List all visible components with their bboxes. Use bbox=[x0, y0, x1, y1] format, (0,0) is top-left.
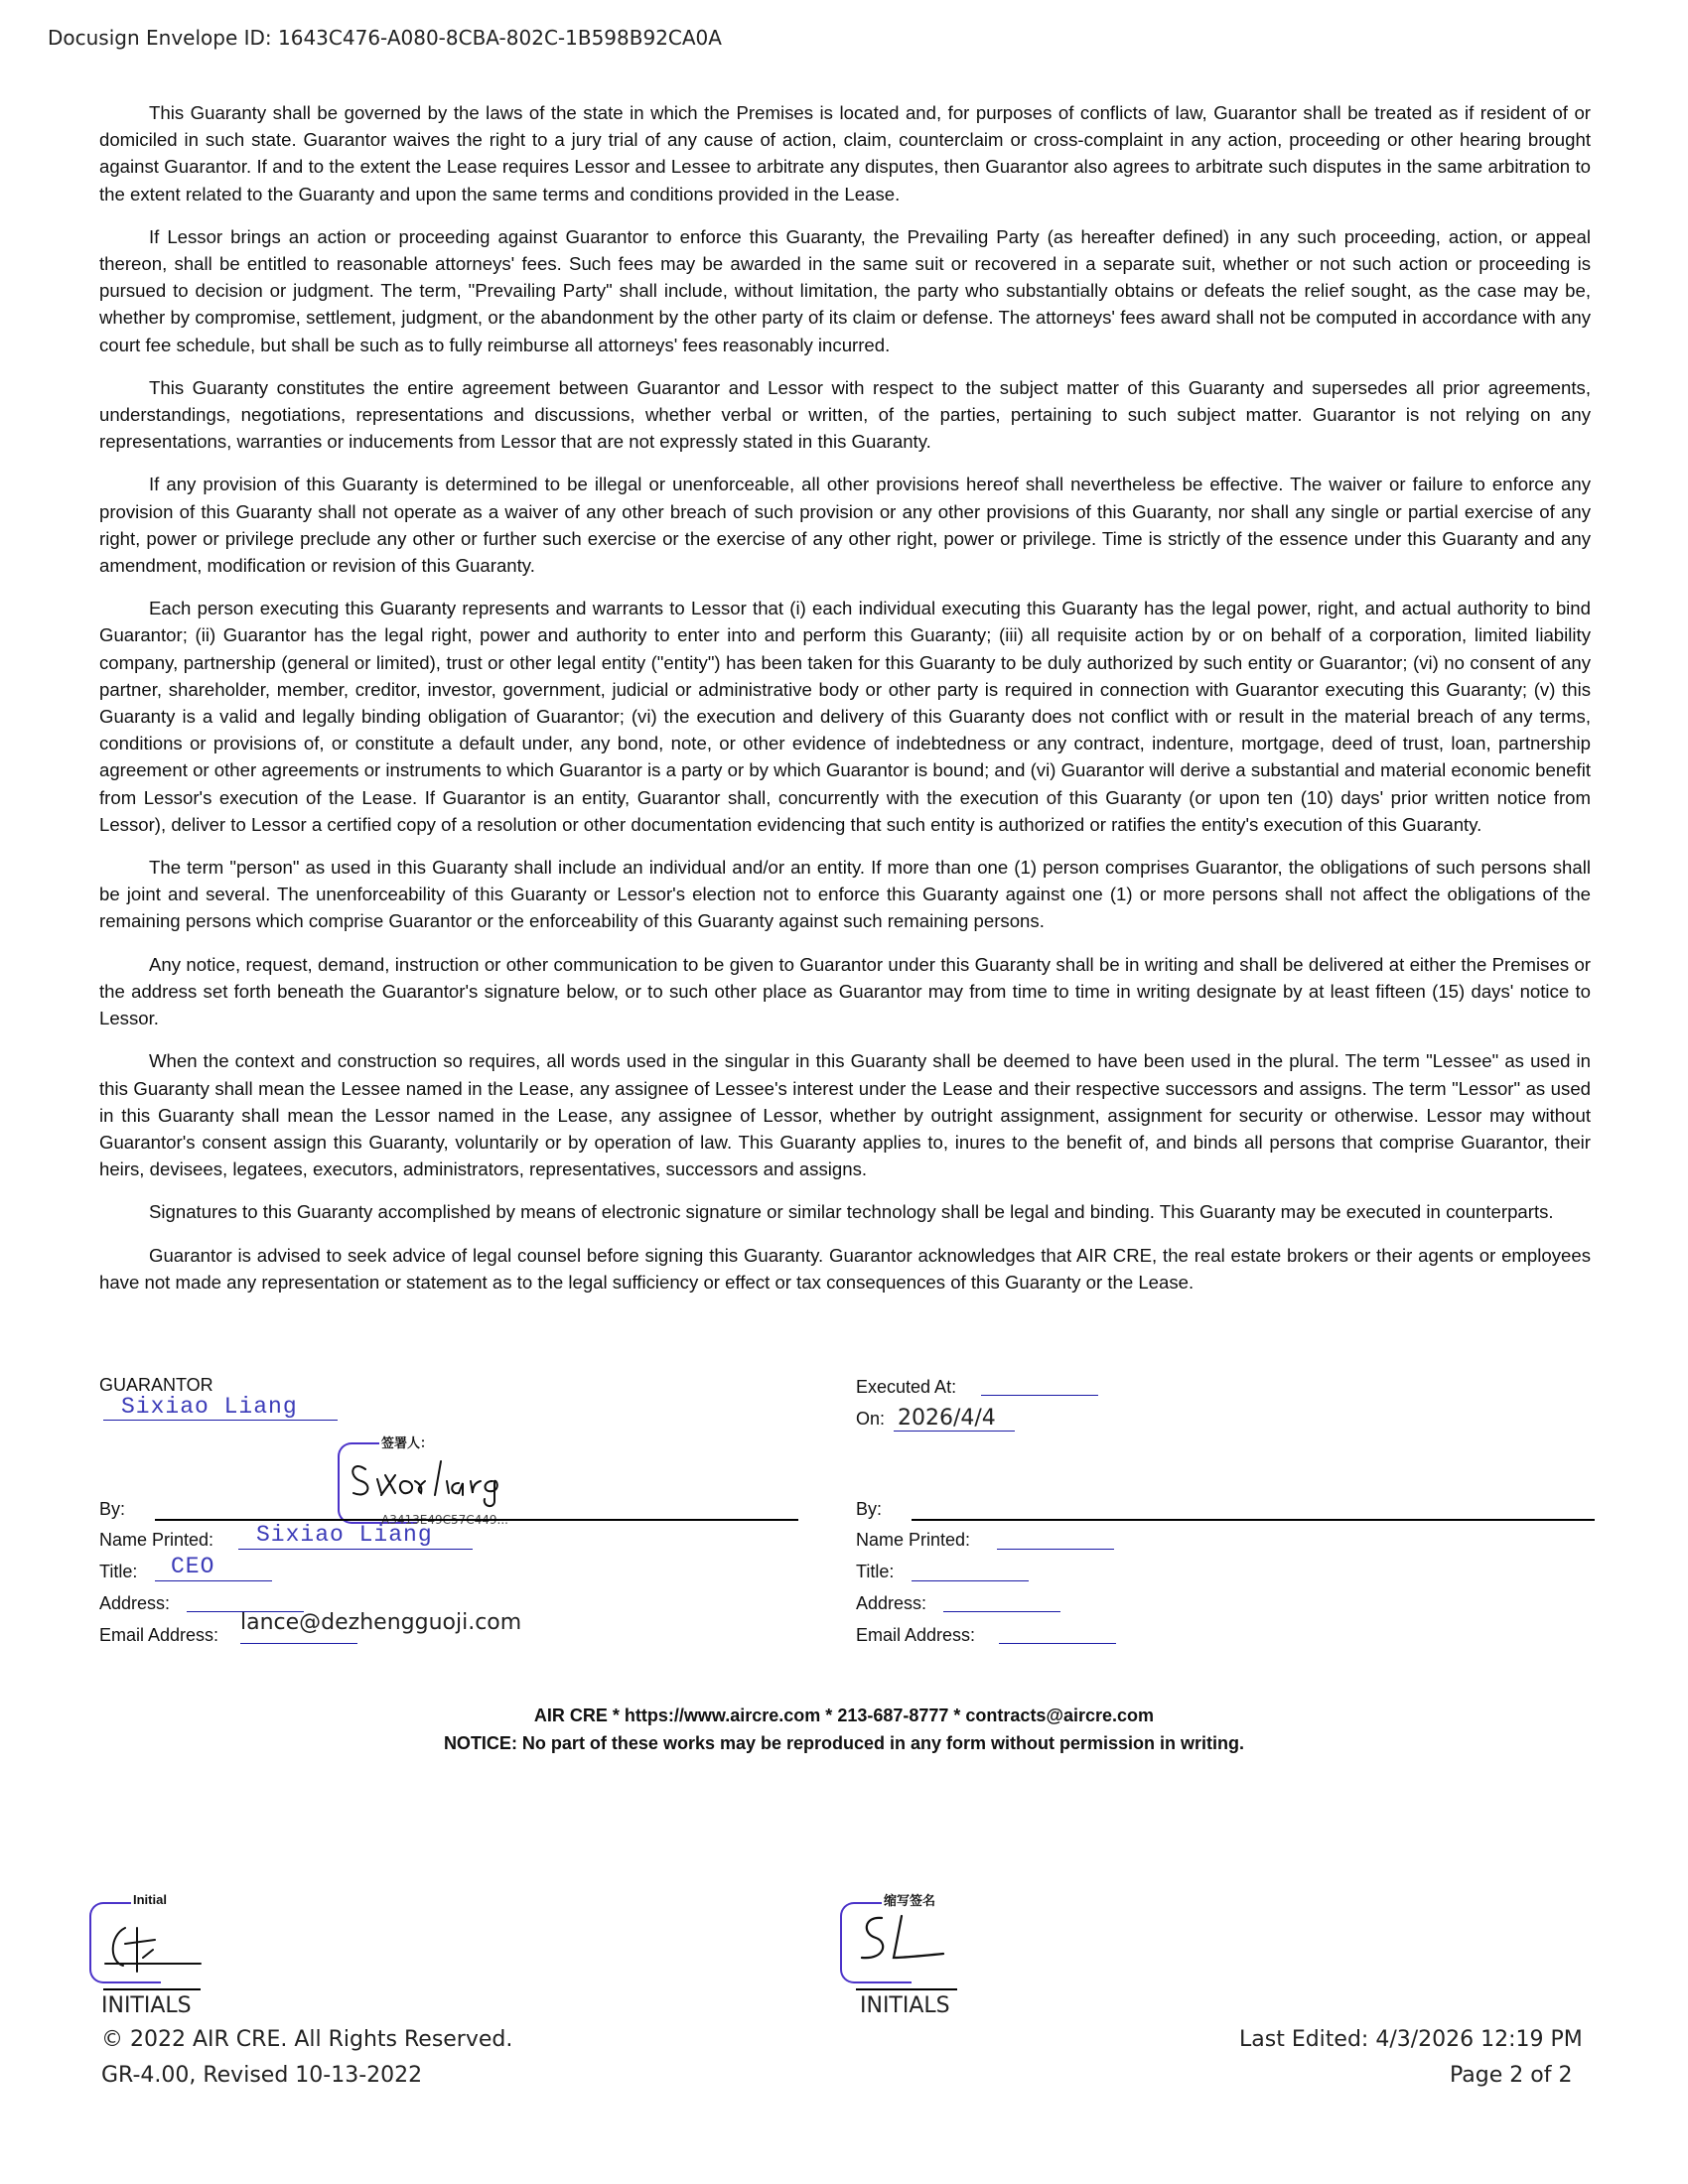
signature-id: A3413E49C57C449... bbox=[381, 1513, 508, 1527]
executed-at-label: Executed At: bbox=[856, 1377, 957, 1397]
last-edited: Last Edited: 4/3/2026 12:19 PM bbox=[1239, 2027, 1583, 2052]
right-email-label: Email Address: bbox=[856, 1625, 976, 1645]
right-title-field[interactable] bbox=[912, 1580, 1029, 1581]
page-number: Page 2 of 2 bbox=[1450, 2063, 1573, 2088]
on-label: On: bbox=[856, 1409, 886, 1429]
footer-contact: AIR CRE * https://www.aircre.com * 213-687-8777 * contracts@aircre.com bbox=[533, 1706, 1155, 1725]
paragraph-severability: If any provision of this Guaranty is determined to be illegal or unenforceable, all other provisions hereof shall nevertheless be effective. The waiver or failure to enforce any provision of this Guaranty shall not operate as a waiver of any other breach of such provision or any other provisions of this Guaranty, nor shall any single or partial exercise of any right, power or privilege preclude any other or further such exercise or the exercise of any other right, power or privilege. Time is strictly of the essence under this Guaranty and any amendment, modification or revision of this Guaranty. bbox=[99, 474, 1591, 577]
right-address-label: Address: bbox=[856, 1593, 927, 1613]
envelope-id: Docusign Envelope ID: 1643C476-A080-8CBA-802C-1B598B92CA0A bbox=[48, 26, 722, 50]
initial-tag-right: 缩写签名 bbox=[882, 1890, 937, 1909]
initials-line-left bbox=[103, 1988, 201, 1990]
right-name-printed-field[interactable] bbox=[997, 1549, 1114, 1550]
email-field[interactable]: lance@dezhengguoji.com bbox=[240, 1610, 522, 1635]
paragraph-attorneys-fees: If Lessor brings an action or proceeding against Guarantor to enforce this Guaranty, the Prevailing Party (as hereafter defined) in any such proceeding, action, or appeal thereon, shall be entitled to reasonable attorneys' fees. Such fees may be awarded in the same suit or recovered in a separate suit, whether or not such action or proceeding is pursued to decision or judgment. The term, "Prevailing Party" shall include, without limitation, the party who substantially obtains or defeats the relief sought, as the case may be, whether by compromise, settlement, judgment, or the abandonment by the other party of its claim or defense. The attorneys' fees award shall not be computed in accordance with any court fee schedule, but shall be such as to fully reimburse all attorneys' fees reasonably incurred. bbox=[99, 225, 1591, 355]
title-underline bbox=[155, 1580, 272, 1581]
name-printed-label: Name Printed: bbox=[99, 1530, 214, 1550]
right-by-label: By: bbox=[856, 1499, 883, 1519]
initials-label-left: INITIALS bbox=[101, 1993, 192, 2018]
right-by-signature-line bbox=[912, 1519, 1595, 1521]
paragraph-governing-law: This Guaranty shall be governed by the laws of the state in which the Premises is located and, for purposes of conflicts of law, Guarantor shall be treated as if resident of or domiciled in such state. Guarantor waives the right to a jury trial of any cause of action, claim, counterclaim or cross-complaint in any action, proceeding or other hearing brought against Guarantor. If and to the extent the Lease requires Lessor and Lessee to arbitrate any disputes, then Guarantor also agrees to arbitrate such disputes in the same arbitration to the extent related to the Guaranty and upon the same terms and conditions provided in the Lease. bbox=[99, 102, 1591, 205]
executed-at-field[interactable] bbox=[981, 1395, 1098, 1396]
by-label: By: bbox=[99, 1499, 126, 1519]
email-label: Email Address: bbox=[99, 1625, 219, 1645]
initials-drawing-left[interactable] bbox=[103, 1922, 212, 1981]
guarantor-name-underline bbox=[103, 1420, 338, 1421]
paragraph-representations: Each person executing this Guaranty represents and warrants to Lessor that (i) each individual executing this Guaranty has the legal power, right, and actual authority to bind Guarantor; (ii) Guarantor has the legal right, power and authority to enter into and perform this Guaranty; (iii) all requisite action by or on behalf of a corporation, limited liability company, partnership (general or limited), trust or other legal entity ("entity") has been taken for this Guaranty to be duly authorized by such entity or Guarantor; (vi) no consent of any partner, shareholder, member, creditor, investor, government, judicial or administrative body or other party is required in connection with Guarantor executing this Guaranty; (v) this Guaranty is a valid and legally binding obligation of Guarantor; (vi) the execution and delivery of this Guaranty does not conflict with or result in the material breach of any terms, conditions or provisions of, or constitute a default under, any bond, note, or other evidence of indebtedness or any contract, indenture, mortgage, deed of trust, loan, partnership agreement or other agreements or instruments to which Guarantor is a party or by which Guarantor is bound; and (vi) Guarantor will derive a substantial and material economic benefit from Lessor's execution of the Lease. If Guarantor is an entity, Guarantor shall, concurrently with the execution of this Guaranty (or upon ten (10) days' prior written notice from Lessor), deliver to Lessor a certified copy of a resolution or other documentation evidencing that such entity is authorized or ratifies the entity's execution of this Guaranty. bbox=[99, 598, 1591, 835]
guaranty-body bbox=[99, 99, 1591, 1311]
initials-drawing-right[interactable] bbox=[856, 1912, 965, 1972]
by-signature-line bbox=[155, 1519, 798, 1521]
email-underline bbox=[240, 1643, 357, 1644]
title-field[interactable]: CEO bbox=[171, 1554, 215, 1579]
signature-drawing[interactable] bbox=[348, 1451, 536, 1511]
copyright: © 2022 AIR CRE. All Rights Reserved. bbox=[101, 2027, 513, 2052]
paragraph-construction: When the context and construction so requires, all words used in the singular in this Guaranty shall be deemed to have been used in the plural. The term "Lessee" as used in this Guaranty shall mean the Lessee named in the Lease, any assignee of Lessee's interest under the Lease and their respective successors and assigns. The term "Lessor" as used in this Guaranty shall mean the Lessor named in the Lease, any assignee of Lessor, whether by outright assignment, assignment for security or otherwise. Lessor may without Guarantor's consent assign this Guaranty, voluntarily or by operation of law. This Guaranty applies to, inures to the benefit of, and binds all persons that comprise Guarantor, their heirs, devisees, legatees, executors, administrators, representatives, successors and assigns. bbox=[99, 1050, 1591, 1180]
right-email-field[interactable] bbox=[999, 1643, 1116, 1644]
right-title-label: Title: bbox=[856, 1562, 895, 1581]
initial-tag-left: Initial bbox=[133, 1892, 167, 1907]
paragraph-electronic-signatures: Signatures to this Guaranty accomplished by means of electronic signature or similar technology shall be legal and binding. This Guaranty may be executed in counterparts. bbox=[149, 1201, 1554, 1223]
footer-notice: NOTICE: No part of these works may be reproduced in any form without permission in writing. bbox=[443, 1733, 1245, 1753]
paragraph-legal-counsel: Guarantor is advised to seek advice of legal counsel before signing this Guaranty. Guarantor acknowledges that AIR CRE, the real estate brokers or their agents or employees have not made any representation or statement as to the legal sufficiency or effect or tax consequences of this Guaranty or the Lease. bbox=[99, 1244, 1591, 1293]
right-address-field[interactable] bbox=[943, 1611, 1060, 1612]
address-label: Address: bbox=[99, 1593, 171, 1613]
paragraph-entire-agreement: This Guaranty constitutes the entire agreement between Guarantor and Lessor with respect to the subject matter of this Guaranty and supersedes all prior agreements, understandings, negotiations, representations and discussions, whether verbal or written, of the parties, pertaining to such subject matter. Guarantor is not relying on any representations, warranties or inducements from Lessor that are not expressly stated in this Guaranty. bbox=[99, 376, 1591, 453]
initials-line-right bbox=[856, 1988, 957, 1990]
right-name-printed-label: Name Printed: bbox=[856, 1530, 971, 1550]
name-printed-field[interactable]: Sixiao Liang bbox=[256, 1522, 433, 1548]
title-label: Title: bbox=[99, 1562, 138, 1581]
guarantor-name-field[interactable]: Sixiao Liang bbox=[121, 1394, 298, 1420]
form-id: GR-4.00, Revised 10-13-2022 bbox=[101, 2063, 423, 2088]
initials-label-right: INITIALS bbox=[860, 1993, 950, 2018]
on-date-underline bbox=[894, 1431, 1015, 1432]
paragraph-notices: Any notice, request, demand, instruction or other communication to be given to Guarantor under this Guaranty shall be in writing and shall be delivered at either the Premises or the address set forth beneath the Guarantor's signature below, or to such other place as Guarantor may from time to time in writing designate by at least fifteen (15) days' notice to Lessor. bbox=[99, 953, 1591, 1029]
on-date-field[interactable]: 2026/4/4 bbox=[898, 1406, 996, 1431]
guarantor-heading: GUARANTOR bbox=[99, 1375, 213, 1395]
name-printed-underline bbox=[238, 1549, 473, 1550]
signer-tag: 签署人： bbox=[379, 1433, 435, 1451]
paragraph-person-definition: The term "person" as used in this Guaranty shall include an individual and/or an entity. If more than one (1) person comprises Guarantor, the obligations of such persons shall be joint and several. The unenforceability of this Guaranty or Lessor's election not to enforce this Guaranty against one (1) or more persons shall not affect the obligations of the remaining persons which comprise Guarantor or the enforceability of this Guaranty against such remaining persons. bbox=[99, 857, 1591, 932]
